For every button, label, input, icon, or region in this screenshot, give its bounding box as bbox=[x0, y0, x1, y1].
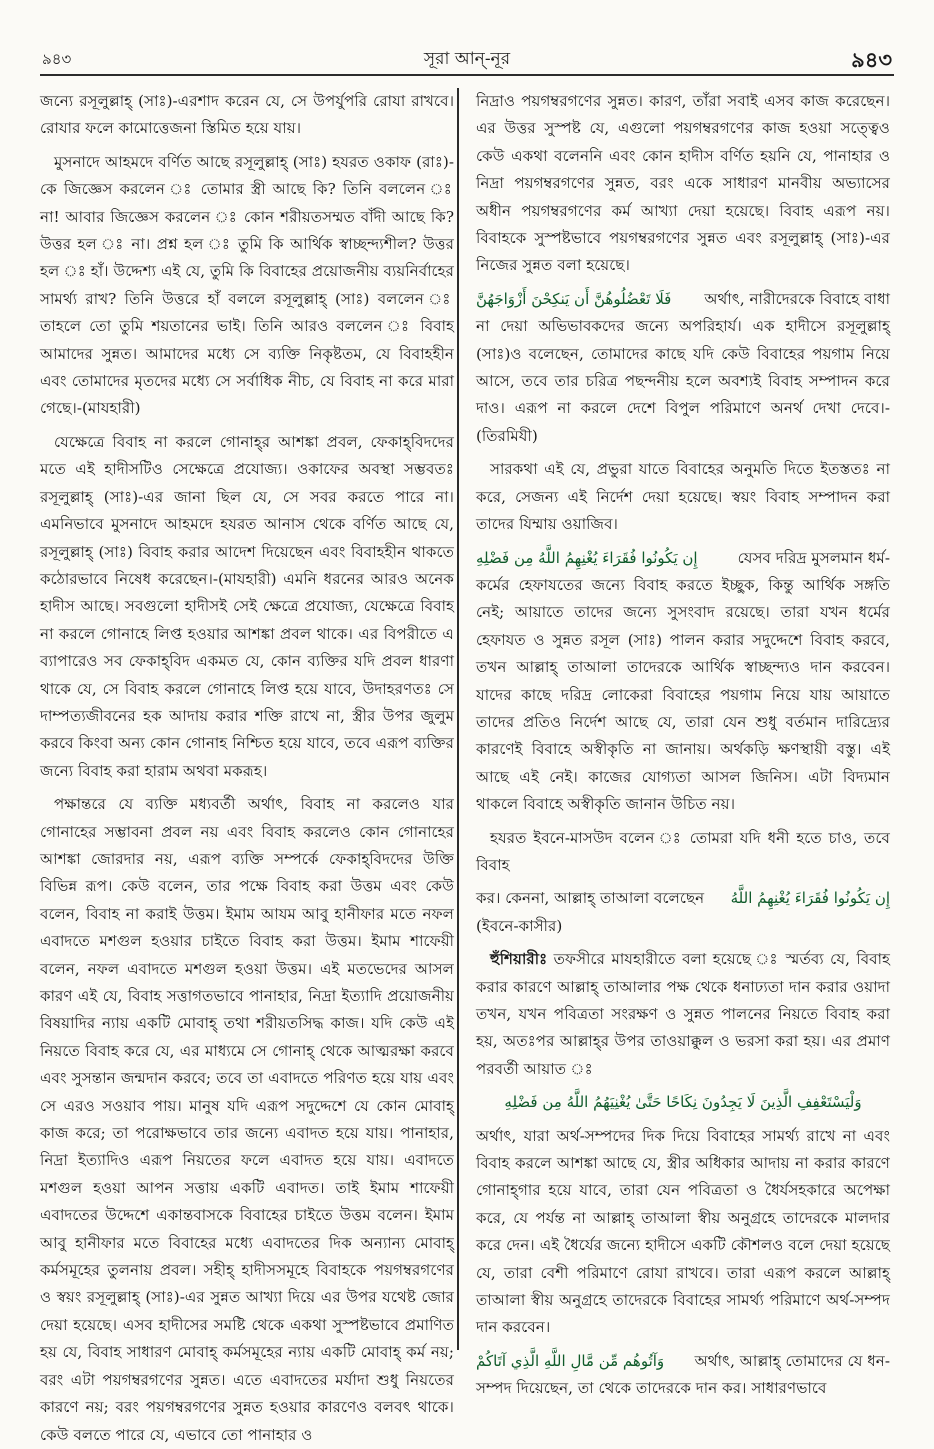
verse-line bbox=[476, 1348, 890, 1375]
arabic-verse: وَلْيَسْتَعْفِفِ الَّذِينَ لَا يَجِدُونَ نِكَاحًا حَتَّىٰ يُغْنِيَهُمُ اللَّهُ مِن فَضْلِهِ bbox=[504, 1093, 862, 1112]
paragraph: কর্মের হেফাযতের জন্যে বিবাহ করতে ইচ্ছুক, কিন্তু আর্থিক সঙ্গতি নেই; আয়াতে তাদের জন্যে সুসংবাদ রয়েছে। তারা যখন ধর্মের হেফাযত ও সুন্নত রসূল (সাঃ) পালন করার সদুদ্দেশে বিবাহ করবে, তখন আল্লাহ্ তাআলা তাদেরকে আর্থিক স্বাচ্ছন্দ্যও দান করবেন। যাদের কাছে দরিদ্র লোকেরা বিবাহের পয়গাম নিয়ে যায় আয়াতে তাদের প্রতিও নির্দেশ আছে যে, তারা যেন শুধু বর্তমান দারিদ্র্যের কারণেই বিবাহে অস্বীকৃতি না জানায়। অর্থকড়ি ক্ষণস্থায়ী বস্তু। এই আছে এই নেই। কাজের যোগ্যতা আসল জিনিস। এটা বিদ্যমান থাকলে বিবাহে অস্বীকৃতি জানান উচিত নয়। bbox=[476, 575, 890, 814]
arabic-verse: إِن يَكُونُوا فُقَرَاءَ يُغْنِهِمُ اللَّهُ مِن فَضْلِهِ bbox=[476, 548, 698, 567]
source-citation: (ইবনে-কাসীর) bbox=[476, 916, 563, 935]
paragraph: অর্থাৎ, যারা অর্থ-সম্পদের দিক দিয়ে বিবাহের সামর্থ্য রাখে না এবং বিবাহ করলে আশঙ্কা আছে যে, স্ত্রীর অধিকার আদায় না করার কারণে গোনাহ্‌গার হয়ে যাবে, তারা যেন পবিত্রতা ও ধৈর্যসহকারে অপেক্ষা করে, যে পর্যন্ত না আল্লাহ্ তাআলা স্বীয় অনুগ্রহে তাদেরকে মালদার করে দেন। এই ধৈর্যের জন্যে হাদীসে একটি কৌশলও বলে দেয়া হয়েছে যে, তারা বেশী পরিমাণে রোযা রাখবে। তারা এরূপ করলে আল্লাহ্ তাআলা স্বীয় অনুগ্রহে তাদেরকে বিবাহের সামর্থ্য পরিমাণে অর্থ-সম্পদ দান করবেন। bbox=[476, 1126, 890, 1337]
arabic-verse: فَلَا تَعْضُلُوهُنَّ أَن يَنكِحْنَ أَزْوَاجَهُنَّ bbox=[476, 289, 672, 308]
paragraph bbox=[476, 946, 890, 1083]
paragraph-tail: কর। কেননা, আল্লাহ্ তাআলা বলেছেন bbox=[476, 889, 705, 908]
paragraph: জন্যে রসূলুল্লাহ্ (সাঃ)-এরশাদ করেন যে, সে উপর্যুপরি রোযা রাখবে। রোযার ফলে কামোত্তেজনা স্তিমিত হয়ে যায়। bbox=[40, 92, 454, 138]
arabic-verse: إِن يَكُونُوا فُقَرَاءَ يُغْنِهِمُ اللَّهُ bbox=[730, 889, 890, 908]
verse-line bbox=[476, 286, 890, 313]
note-text: তফসীরে মাযহারীতে বলা হয়েছে ঃ স্মর্তব্য যে, বিবাহ করার কারণে আল্লাহ্ তাআলার পক্ষ থেকে ধনাঢ্যতা দান করার ওয়াদা তখন, যখন পবিত্রতা সংরক্ষণ ও সুন্নত পালনের নিয়তে বিবাহ করা হয়, অতঃপর আল্লাহ্‌র উপর তাওয়াক্কুল ও ভরসা করা হয়। এর প্রমাণ পরবর্তী আয়াত ঃ bbox=[476, 950, 890, 1078]
paragraph: সারকথা এই যে, প্রভুরা যাতে বিবাহের অনুমতি দিতে ইতস্ততঃ না করে, সেজন্য এই নির্দেশ দেয়া হয়েছে। স্বয়ং বিবাহ সম্পাদন করা তাদের যিম্মায় ওয়াজিব। bbox=[476, 460, 890, 534]
column-divider bbox=[457, 88, 459, 1350]
paragraph: নিদ্রাও পয়গম্বরগণের সুন্নত। কারণ, তাঁরা সবাই এসব কাজ করেছেন। এর উত্তর সুস্পষ্ট যে, এগুলো পয়গম্বরগণের কাজ হওয়া সত্ত্বেও কেউ একথা বলেননি এবং কোন হাদীস বর্ণিত হয়নি যে, পানাহার ও নিদ্রা পয়গম্বরগণের সুন্নত, বরং একে সাধারণ মানবীয় অভ্যাসের অধীন পয়গম্বরগণের কর্ম আখ্যা দেয়া হয়েছে। বিবাহ এরূপ নয়। বিবাহকে সুস্পষ্টভাবে পয়গম্বরগণের সুন্নত এবং রসূলুল্লাহ্ (সাঃ)-এর নিজের সুন্নত বলা হয়েছে। bbox=[476, 92, 890, 275]
surah-title: সূরা আন্-নূর bbox=[423, 49, 511, 69]
right-column bbox=[476, 88, 890, 1398]
page-header bbox=[40, 44, 894, 76]
paragraph: হযরত ইবনে-মাসউদ বলেন ঃ তোমরা যদি ধনী হতে চাও, তবে বিবাহ bbox=[476, 828, 890, 874]
note-label: হুঁশিয়ারীঃ bbox=[490, 950, 548, 969]
paragraph: যেক্ষেত্রে বিবাহ না করলে গোনাহ্‌র আশঙ্কা প্রবল, ফেকাহ্‌বিদদের মতে এই হাদীসটিও সেক্ষেত্রে প্রযোজ্য। ওকাফের অবস্থা সম্ভবতঃ রসূলুল্লাহ্ (সাঃ)-এর জানা ছিল যে, সে সবর করতে পারে না। এমনিভাবে মুসনাদে আহমদে হযরত আনাস থেকে বর্ণিত আছে যে, রসূলুল্লাহ্ (সাঃ) বিবাহ করার আদেশ দিয়েছেন এবং বিবাহহীন থাকতে কঠোরভাবে নিষেধ করেছেন।-(মাযহারী) এমনি ধরনের আরও অনেক হাদীস আছে। সবগুলো হাদীসই সেই ক্ষেত্রে প্রযোজ্য, যেক্ষেত্রে বিবাহ না করলে গোনাহে লিপ্ত হওয়ার আশঙ্কা প্রবল থাকে। এর বিপরীতে এ ব্যাপারেও সব ফেকাহ্‌বিদ একমত যে, কোন ব্যক্তির যদি প্রবল ধারণা থাকে যে, সে বিবাহ করলে গোনাহে লিপ্ত হয়ে যাবে, উদাহরণতঃ সে দাম্পত্যজীবনের হক আদায় করার শক্তি রাখে না, স্ত্রীর উপর জুলুম করবে কিংবা অন্য কোন গোনাহ নিশ্চিত হয়ে যাবে, তবে এরূপ ব্যক্তির জন্যে বিবাহ করা হারাম অথবা মকরূহ। bbox=[40, 432, 454, 780]
verse-line bbox=[476, 545, 890, 572]
left-column bbox=[40, 88, 454, 1444]
paragraph: পক্ষান্তরে যে ব্যক্তি মধ্যবর্তী অর্থাৎ, বিবাহ না করলেও যার গোনাহের সম্ভাবনা প্রবল নয় এবং বিবাহ করলেও কোন গোনাহের আশঙ্কা জোরদার নয়, এরূপ ব্যক্তি সম্পর্কে ফেকাহ্‌বিদদের উক্তি বিভিন্ন রূপ। কেউ বলেন, তার পক্ষে বিবাহ করা উত্তম এবং কেউ বলেন, বিবাহ না করাই উত্তম। ইমাম আযম আবু হানীফার মতে নফল এবাদতে মশগুল হওয়ার চাইতে বিবাহ করা উত্তম। ইমাম শাফেয়ী বলেন, নফল এবাদতে মশগুল হওয়া উত্তম। এই মতভেদের আসল কারণ এই যে, বিবাহ সত্তাগতভাবে পানাহার, নিদ্রা ইত্যাদি প্রয়োজনীয় বিষয়াদির ন্যায় একটি মোবাহ্ তথা শরীয়তসিদ্ধ কাজ। যদি কেউ এই নিয়তে বিবাহ করে যে, এর মাধ্যমে সে গোনাহ্ থেকে আত্মরক্ষা করবে এবং সুসন্তান জন্মদান করবে; তবে তা এবাদতে পরিণত হয়ে যায় এবং সে এরও সওয়াব পায়। মানুষ যদি এরূপ সদুদ্দেশে যে কোন মোবাহ্ কাজ করে; তা পরোক্ষভাবে তার জন্যে এবাদত হয়ে যায়। পানাহার, নিদ্রা ইত্যাদিও এরূপ নিয়তের ফলে এবাদত হয়ে যায়। এবাদতে মশগুল হওয়া আপন সত্তায় একটি এবাদত। তাই ইমাম শাফেয়ী এবাদতের উদ্দেশে একান্তবাসকে বিবাহের চাইতে উত্তম বলেন। ইমাম আবু হানীফার মতে বিবাহের মধ্যে এবাদতের দিক অন্যান্য মোবাহ্ কর্মসমূহের তুলনায় প্রবল। সহীহ্ হাদীসসমূহে বিবাহকে পয়গম্বরগণের ও স্বয়ং রসূলুল্লাহ্ (সাঃ)-এর সুন্নত আখ্যা দিয়ে এর উপর যথেষ্ট জোর দেয়া হয়েছে। এসব হাদীসের সমষ্টি থেকে একথা সুস্পষ্টভাবে প্রমাণিত হয় যে, বিবাহ সাধারণ মোবাহ্ কর্মসমূহের ন্যায় একটি মোবাহ্ কর্ম নয়; বরং এটা পয়গম্বরগণের সুন্নত। এতে এবাদতের মর্যাদা শুধু নিয়তের কারণে নয়; বরং পয়গম্বরগণের সুন্নত হওয়ার কারণেও বলবৎ থাকে। কেউ বলতে পারে যে, এভাবে তো পানাহার ও bbox=[40, 795, 454, 1444]
paragraph: না দেয়া অভিভাবকদের জন্যে অপরিহার্য। এক হাদীসে রসূলুল্লাহ্ (সাঃ)ও বলেছেন, তোমাদের কাছে যদি কেউ বিবাহের পয়গাম নিয়ে আসে, তবে তার চরিত্র পছন্দনীয় হলে অবশ্যই বিবাহ সম্পাদন করে দাও। এরূপ না করলে দেশে বিপুল পরিমাণে অনর্থ দেখা দেবে।-(তিরমিযী) bbox=[476, 317, 890, 445]
verse-translation-lead: যেসব দরিদ্র মুসলমান ধর্ম- bbox=[737, 548, 890, 567]
paragraph: মুসনাদে আহমদে বর্ণিত আছে রসূলুল্লাহ্ (সাঃ) হযরত ওকাফ (রাঃ)-কে জিজ্ঞেস করলেন ঃ তোমার স্ত্রী আছে কি? তিনি বললেন ঃ না! আবার জিজ্ঞেস করলেন ঃ কোন শরীয়তসম্মত বাঁদী আছে কি? উত্তর হল ঃ না। প্রশ্ন হল ঃ তুমি কি আর্থিক স্বাচ্ছন্দ্যশীল? উত্তর হল ঃ হাঁ। উদ্দেশ্য এই যে, তুমি কি বিবাহের প্রয়োজনীয় ব্যয়নির্বাহের সামর্থ্য রাখ? তিনি উত্তরে হাঁ বললে রসূলুল্লাহ্ (সাঃ) বললেন ঃ তাহলে তো তুমি শয়তানের ভাই। তিনি আরও বললেন ঃ বিবাহ আমাদের সুন্নত। আমাদের মধ্যে সে ব্যক্তি নিকৃষ্টতম, যে বিবাহহীন এবং তোমাদের মৃতদের মধ্যে সে সর্বাধিক নীচ, যে বিবাহ না করে মারা গেছে।-(মাযহারী) bbox=[40, 152, 454, 418]
verse-translation-lead: অর্থাৎ, নারীদেরকে বিবাহে বাধা bbox=[704, 289, 890, 308]
right-page-number: ৯৪৩ bbox=[851, 47, 892, 72]
paragraph: সম্পদ দিয়েছেন, তা থেকে তাদেরকে দান কর। সাধারণভাবে bbox=[476, 1379, 827, 1398]
arabic-verse: وَآتُوهُم مِّن مَّالِ اللَّهِ الَّذِي آتَاكُمْ bbox=[476, 1351, 665, 1370]
verse-line bbox=[476, 885, 890, 912]
left-page-number: ৯৪৩ bbox=[42, 50, 72, 68]
verse-translation-lead: অর্থাৎ, আল্লাহ্ তোমাদের যে ধন- bbox=[694, 1351, 890, 1370]
